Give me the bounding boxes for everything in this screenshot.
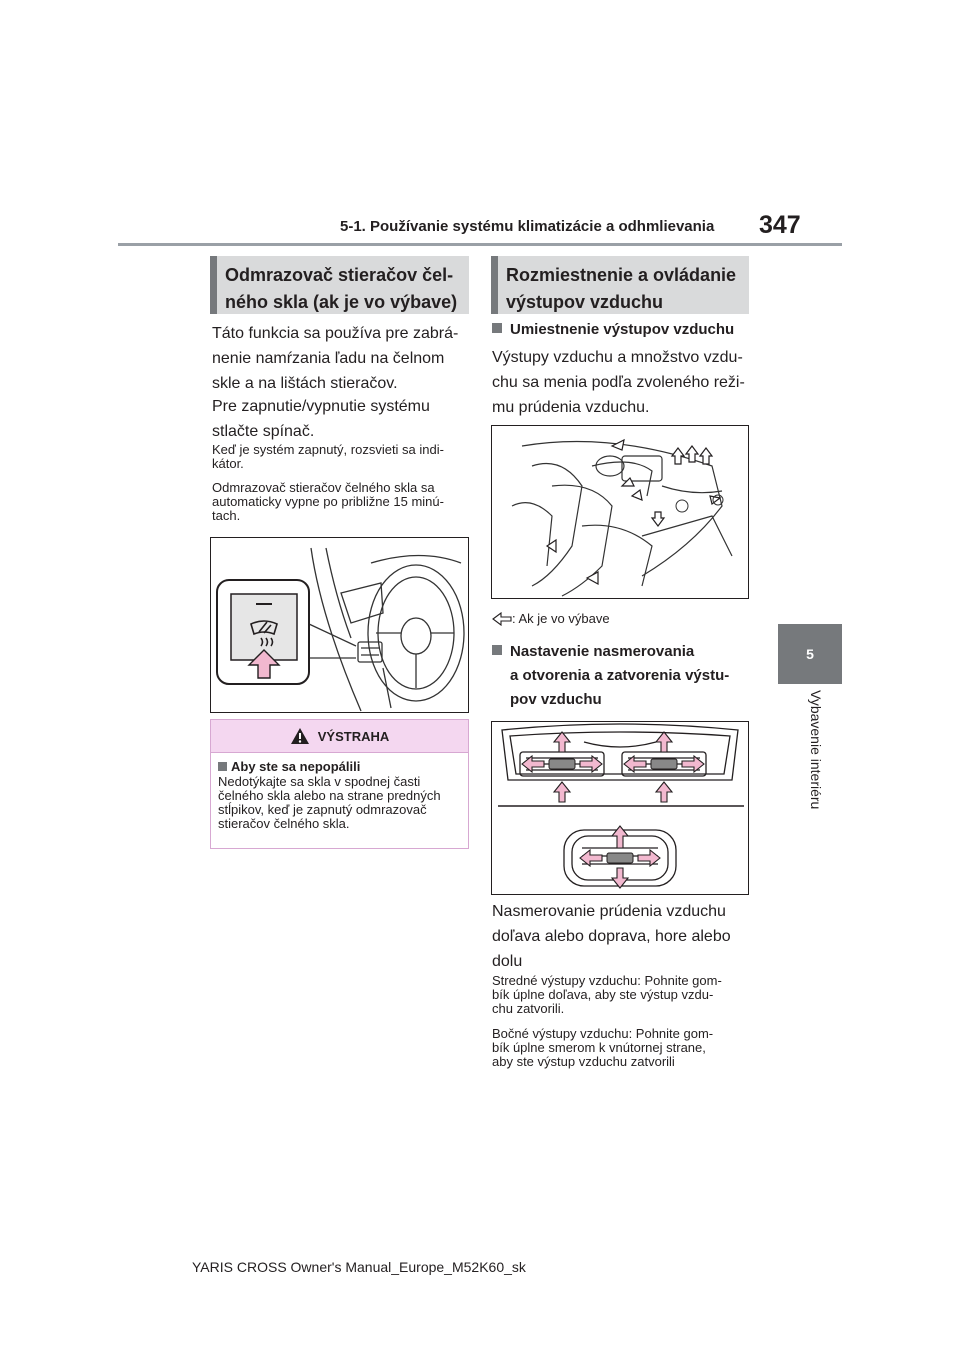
text-line: Bočné výstupy vzduchu: Pohnite gom- xyxy=(492,1026,714,1041)
square-bullet-icon xyxy=(492,645,502,655)
text-line: stlačte spínač. xyxy=(212,423,315,440)
header-rule xyxy=(118,243,842,246)
square-bullet-icon xyxy=(492,323,502,333)
text-line: Odmrazovač stieračov čelného skla sa xyxy=(212,480,435,495)
text-line: doľava alebo doprava, hore alebo xyxy=(492,928,731,945)
text-line: Nedotýkajte sa skla v spodnej časti xyxy=(218,774,421,789)
subheading-text: Umiestnenie výstupov vzduchu xyxy=(510,321,735,338)
figure-vent-adjustment xyxy=(491,721,749,895)
subheading-vent-adjust xyxy=(492,640,752,712)
subheading-text: a otvorenia a zatvorenia výstu- xyxy=(510,667,730,684)
vent-knob-center-left xyxy=(549,759,575,769)
note-auto-off xyxy=(212,481,472,523)
heading-line: Odmrazovač stieračov čel- xyxy=(225,265,454,285)
paragraph-switch xyxy=(212,394,472,444)
warning-triangle-icon xyxy=(290,727,310,745)
text-line: čelného skla alebo na strane predných xyxy=(218,788,441,803)
paragraph-vents xyxy=(492,345,752,420)
paragraph-function xyxy=(212,321,472,396)
text-line: Nasmerovanie prúdenia vzduchu xyxy=(492,903,726,920)
text-line: Výstupy vzduchu a množstvo vzdu- xyxy=(492,349,743,366)
section-heading-defroster xyxy=(210,256,469,314)
warning-subhead xyxy=(218,758,461,775)
text-line: kátor. xyxy=(212,456,244,471)
subheading-text: pov vzduchu xyxy=(510,691,602,708)
warning-body xyxy=(211,753,468,836)
note-center-vents xyxy=(492,974,754,1016)
chapter-tab: 5 xyxy=(778,624,842,684)
text-line: nenie namŕzania ľadu na čelnom xyxy=(212,350,445,367)
chapter-tab-label: Vybavenie interiéru xyxy=(808,690,824,810)
airflow-arrow-icons xyxy=(547,440,720,584)
footer-manual-id: YARIS CROSS Owner's Manual_Europe_M52K60_sk xyxy=(192,1259,526,1275)
text-line: Keď je systém zapnutý, rozsvieti sa indi- xyxy=(212,442,444,457)
note-indicator xyxy=(212,443,472,471)
note-side-vents xyxy=(492,1027,754,1069)
section-heading-vents xyxy=(491,256,749,314)
warning-text xyxy=(218,775,461,831)
subheading-vent-location xyxy=(492,318,752,342)
text-line: chu zatvorili. xyxy=(492,1001,565,1016)
vent-knob-side xyxy=(607,853,633,863)
warning-subhead-text: Aby ste sa nepopálili xyxy=(231,759,361,774)
figure-defroster-switch xyxy=(210,537,469,713)
square-bullet-icon xyxy=(218,762,227,771)
heading-line: ného skla (ak je vo výbave) xyxy=(225,292,458,312)
warning-box xyxy=(210,719,469,849)
heading-line: Rozmiestnenie a ovládanie xyxy=(506,265,737,285)
page-number: 347 xyxy=(759,211,801,239)
dashboard-illustration xyxy=(211,538,468,712)
text-line: automaticky vypne po približne 15 minú- xyxy=(212,494,444,509)
text-line: skle a na lištách stieračov. xyxy=(212,375,398,392)
warning-title: VÝSTRAHA xyxy=(317,728,390,744)
vent-adjustment-illustration xyxy=(492,722,748,894)
text-line: aby ste výstup vzduchu zatvorili xyxy=(492,1054,675,1069)
paragraph-direction xyxy=(492,899,752,974)
text-line: chu sa menia podľa zvoleného reži- xyxy=(492,374,745,391)
text-line: mu prúdenia vzduchu. xyxy=(492,399,650,416)
heading-line: výstupov vzduchu xyxy=(506,292,664,312)
legend-text: : Ak je vo výbave xyxy=(512,611,610,626)
text-line: dolu xyxy=(492,953,523,970)
text-line: tach. xyxy=(212,508,241,523)
warning-header xyxy=(211,720,468,753)
subheading-text: Nastavenie nasmerovania xyxy=(510,643,695,660)
text-line: bík úplne doľava, aby ste výstup vzdu- xyxy=(492,987,714,1002)
text-line: stieračov čelného skla. xyxy=(218,816,350,831)
vent-knob-center-right xyxy=(651,759,677,769)
text-line: Stredné výstupy vzduchu: Pohnite gom- xyxy=(492,973,722,988)
text-line: Pre zapnutie/vypnutie systému xyxy=(212,398,430,415)
running-header: 5-1. Používanie systému klimatizácie a odhmlievania xyxy=(340,218,715,235)
figure-vent-locations xyxy=(491,425,749,599)
optional-arrow-icon xyxy=(492,612,512,626)
text-line: bík úplne smerom k vnútornej strane, xyxy=(492,1040,706,1055)
legend-optional xyxy=(492,611,610,626)
text-line: stĺpikov, keď je zapnutý odmrazovač xyxy=(218,802,427,817)
text-line: Táto funkcia sa používa pre zabrá- xyxy=(212,325,459,342)
car-interior-illustration xyxy=(492,426,748,598)
